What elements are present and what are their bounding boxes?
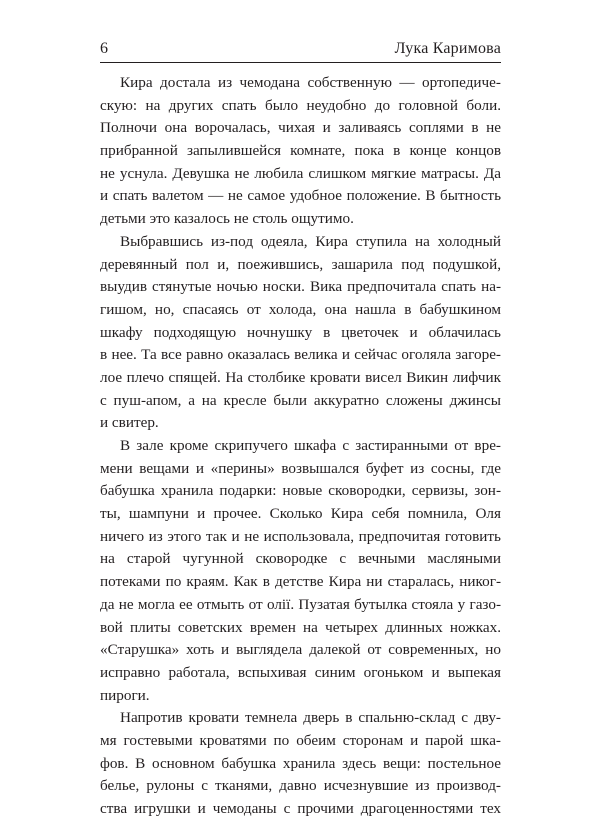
text-line: мени вещами и «перины» возвышался буфет из сосны, где bbox=[100, 459, 501, 477]
text-line: шкафу подходящую ночнушку в цветочек и облачилась bbox=[100, 323, 501, 341]
text-line: гишом, но, спасаясь от холода, она нашла в бабушкином bbox=[100, 300, 501, 318]
paragraph-4 bbox=[100, 707, 501, 820]
text-line: вой плиты советских времен на четырех длинных ножках. bbox=[100, 618, 501, 636]
paragraph-2 bbox=[100, 231, 501, 435]
text-line: исправно работала, вспыхивая синим огоньком и выпекая bbox=[100, 663, 501, 681]
text-line: В зале кроме скрипучего шкафа с застиранными от вре- bbox=[120, 437, 501, 454]
text-line: детьми это казалось не столь ощутимо. bbox=[100, 210, 354, 228]
text-line: скую: на других спать было неудобно до головной боли. bbox=[100, 96, 501, 114]
text-line: ства игрушки и чемоданы с прочими драгоценностями тех bbox=[100, 800, 501, 817]
text-line: мя гостевыми кроватями по обеим сторонам и парой шка- bbox=[100, 731, 501, 749]
text-line: ты, шампуни и прочее. Сколько Кира себя помнила, Оля bbox=[100, 505, 501, 523]
text-line: лое плечо спящей. На столбике кровати висел Викин лифчик bbox=[100, 368, 501, 386]
text-line: пироги. bbox=[100, 686, 150, 704]
text-line: Кира достала из чемодана собственную — ортопедиче- bbox=[120, 74, 501, 91]
text-line: да не могла ее отмыть от олії. Пузатая бутылка стояла у газо- bbox=[100, 595, 501, 613]
running-head-author: Лука Каримова bbox=[394, 40, 501, 57]
text-line: деревянный пол и, поежившись, зашарила под подушкой, bbox=[100, 255, 501, 273]
text-line: прибранной запылившейся комнате, пока в конце концов bbox=[100, 142, 501, 160]
text-line: ничего из этого так и не использовала, предпочитая готовить bbox=[100, 527, 501, 545]
text-line: Полночи она ворочалась, чихая и заливаясь соплями в не bbox=[100, 119, 501, 137]
running-head bbox=[100, 36, 501, 63]
text-line: фов. В основном бабушка хранила здесь вещи: постельное bbox=[100, 754, 501, 772]
text-line: бабушка хранила подарки: новые сковородки, сервизы, зон- bbox=[100, 482, 501, 500]
text-line: потеками по краям. Как в детстве Кира ни старалась, никог- bbox=[100, 573, 501, 591]
text-line: «Старушка» хоть и выглядела далекой от современных, но bbox=[100, 641, 501, 659]
paragraph-3 bbox=[100, 435, 501, 707]
text-line: белье, рулоны с тканями, давно исчезнувшие из производ- bbox=[100, 777, 501, 795]
text-line: Напротив кровати темнела дверь в спальню-склад с дву- bbox=[120, 709, 501, 727]
page-number: 6 bbox=[100, 40, 108, 57]
text-line: и спать валетом — не самое удобное положение. В бытность bbox=[100, 187, 501, 205]
body-text bbox=[100, 72, 501, 821]
text-line: с пуш-апом, а на кресле были аккуратно сложены джинсы bbox=[100, 391, 501, 409]
paragraph-1 bbox=[100, 72, 501, 231]
text-line: на старой чугунной сковородке с вечными масляными bbox=[100, 550, 501, 568]
text-line: Выбравшись из-под одеяла, Кира ступила на холодный bbox=[120, 232, 501, 250]
text-line: в нее. Та все равно оказалась велика и сейчас оголяла загоре- bbox=[100, 346, 501, 364]
text-line: и свитер. bbox=[100, 414, 159, 432]
text-line: выудив стянутые ночью носки. Вика предпочитала спать на- bbox=[100, 278, 501, 296]
text-line: не уснула. Девушка не любила слишком мягкие матрасы. Да bbox=[100, 164, 501, 182]
